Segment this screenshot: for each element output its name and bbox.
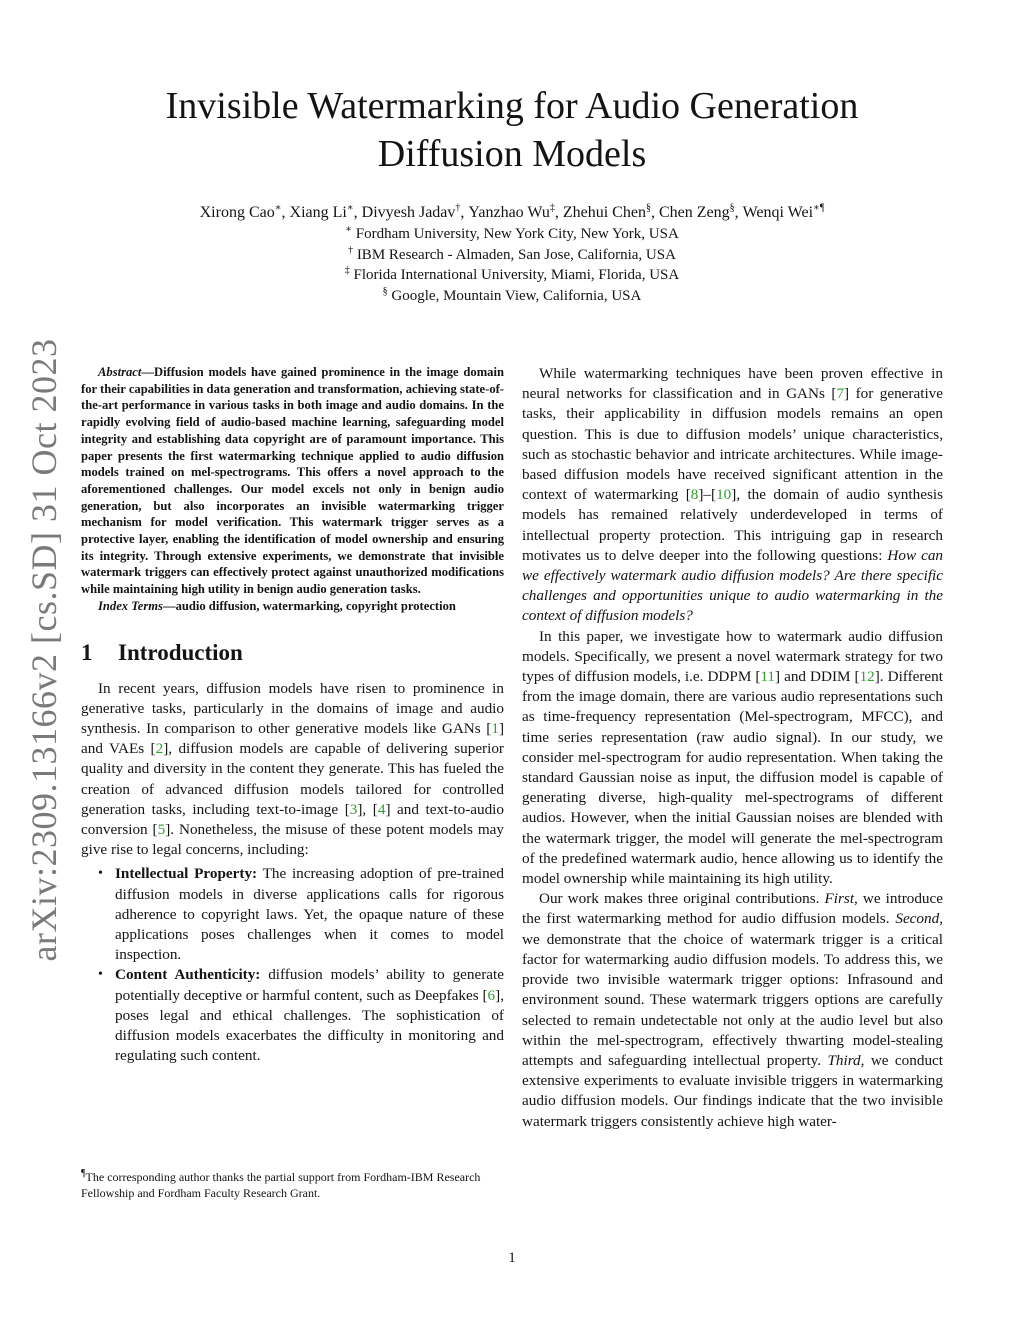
author: Wenqi Wei∗¶ <box>742 202 825 221</box>
index-terms: Index Terms—audio diffusion, watermarking, copyright protection <box>98 598 456 613</box>
right-column <box>522 364 943 1132</box>
page-number: 1 <box>508 1250 516 1266</box>
citation-link[interactable]: 7 <box>836 385 845 403</box>
author: Xirong Cao∗, <box>199 202 290 221</box>
body-paragraph: Our work makes three original contributions. First, we introduce the first watermarking method for audio diffusion models. Second, we demonstrate that the choice of watermark trigger is a critical factor for watermarking audio diffusion models. To address this, we provide two invisible watermark trigger options: Infrasound and environment sound. These watermark triggers options are carefully selected to remain undetectable not only at the audio level but also within the mel-spectrogram, effectively thwarting model-stealing attempts and safeguarding intellectual property. Third, we conduct extensive experiments to evaluate invisible triggers in watermarking audio diffusion models. Our findings indicate that the two invisible watermark triggers consistently achieve high water- <box>522 890 944 1130</box>
affiliation: ‡ Florida International University, Miami, Florida, USA <box>344 265 680 283</box>
citation-link[interactable]: 10 <box>716 486 732 504</box>
concern-list <box>81 864 504 1066</box>
intro-paragraph: In recent years, diffusion models have risen to prominence in generative tasks, particularly in the domains of image and audio synthesis. In comparison to other generative models like GANs [1] and VAEs [2], diffusion models are capable of delivering superior quality and diversity in the content they generate. This has fueled the creation of advanced diffusion models tailored for controlled generation tasks, including text-to-image [3], [4] and text-to-audio conversion [5]. Nonetheless, the misuse of these potent models may give rise to legal concerns, including: <box>81 679 505 859</box>
title-line-2: Diffusion Models <box>377 133 647 175</box>
citation-link[interactable]: 5 <box>157 820 166 838</box>
citation-link[interactable]: 3 <box>349 800 358 818</box>
bullet-icon: • <box>98 967 103 983</box>
body-paragraph: In this paper, we investigate how to watermark audio diffusion models. Specifically, we present a novel watermark strategy for two types of diffusion models, i.e. DDPM [11] and DDIM [12]. Different from the image domain, there are various audio representations such as time-frequency representation (Mel-spectrogram, MFCC), and time series representation (raw audio signal). In our study, we consider mel-spectrogram for audio representation. When taking the standard Gaussian noise as input, the diffusion model is capable of generating diverse, high-quality mel-spectrograms of different audios. However, when the initial Gaussian noises are blended with the watermark trigger, the model will generate the mel-spectrogram of the predefined watermark audio, hence allowing us to identify the model ownership while maintaining its high utility. <box>522 627 943 888</box>
citation-link[interactable]: 1 <box>491 719 499 737</box>
left-column <box>81 364 504 1066</box>
list-item: • Intellectual Property: The increasing adoption of pre-trained diffusion models in diverse applications calls for rigorous adherence to copyright laws. Yet, the opaque nature of these applications poses challenges when it comes to model inspection. <box>98 865 505 964</box>
author: Yanzhao Wu‡, <box>468 202 563 221</box>
author: Chen Zeng§, <box>658 202 743 221</box>
citation-link[interactable]: 8 <box>690 486 699 504</box>
title-line-1: Invisible Watermarking for Audio Generation <box>165 85 859 127</box>
author: Zhehui Chen§, <box>562 202 659 221</box>
abstract: Abstract—Diffusion models have gained prominence in the image domain for their capabilities in data generation and transformation, achieving state-of-the-art performance in various tasks in both image and audio domains. In the rapidly evolving field of audio-based machine learning, safeguarding model integrity and establishing data copyright are of paramount importance. This paper presents the first watermarking technique applied to audio diffusion models trained on mel-spectrograms. This offers a novel approach to the aforementioned challenges. Our model excels not only in benign audio generation, but also incorporates an invisible watermarking trigger mechanism for model verification. This watermark trigger serves as a protective layer, enabling the identification of model ownership and ensuring its integrity. Through extensive experiments, we demonstrate that invisible watermark triggers can effectively protect against unauthorized modifications while maintaining high utility in benign audio generation tasks. <box>81 365 504 597</box>
affiliation: † IBM Research - Almaden, San Jose, California, USA <box>348 244 676 263</box>
paper-title <box>0 82 1024 178</box>
footnote: ¶The corresponding author thanks the partial support from Fordham-IBM Research Fellowship and Fordham Faculty Research Grant. <box>81 1168 481 1200</box>
affiliation-list <box>0 224 1024 306</box>
arxiv-identifier-stamp: arXiv:2309.13166v2 [cs.SD] 31 Oct 2023 <box>24 338 64 962</box>
affiliation: ∗ Fordham University, New York City, New York, USA <box>345 224 679 242</box>
citation-link[interactable]: 12 <box>859 668 875 686</box>
citation-link[interactable]: 11 <box>760 668 776 686</box>
bullet-icon: • <box>98 866 103 882</box>
citation-link[interactable]: 4 <box>377 800 386 818</box>
author: Xiang Li∗, <box>289 202 362 221</box>
body-paragraph: While watermarking techniques have been proven effective in neural networks for classification and in GANs [7] for generative tasks, their applicability in diffusion models remains an open question. This is due to diffusion models’ unique characteristics, such as stochastic behavior and intricate architectures. While image-based diffusion models have received significant attention in the context of watermarking [8]–[10], the domain of audio synthesis models has remained relatively underdeveloped in terms of intellectual property protection. This intriguing gap in research motivates us to delve deeper into the following questions: How can we effectively watermark audio diffusion models? Are there specific challenges and opportunities unique to audio watermarking in the context of diffusion models? <box>522 365 944 625</box>
citation-link[interactable]: 2 <box>155 740 164 758</box>
citation-link[interactable]: 6 <box>487 986 496 1004</box>
affiliation: § Google, Mountain View, California, USA <box>382 285 642 304</box>
author-list <box>0 202 1024 224</box>
author: Divyesh Jadav†, <box>361 202 469 221</box>
section-heading-introduction: 1 Introduction <box>81 639 243 665</box>
list-item: • Content Authenticity: diffusion models’ ability to generate potentially deceptive or harmful content, such as Deepfakes [6], poses legal and ethical challenges. The sophistication of diffusion models exacerbates the difficulty in monitoring and regulating such content. <box>98 966 504 1065</box>
